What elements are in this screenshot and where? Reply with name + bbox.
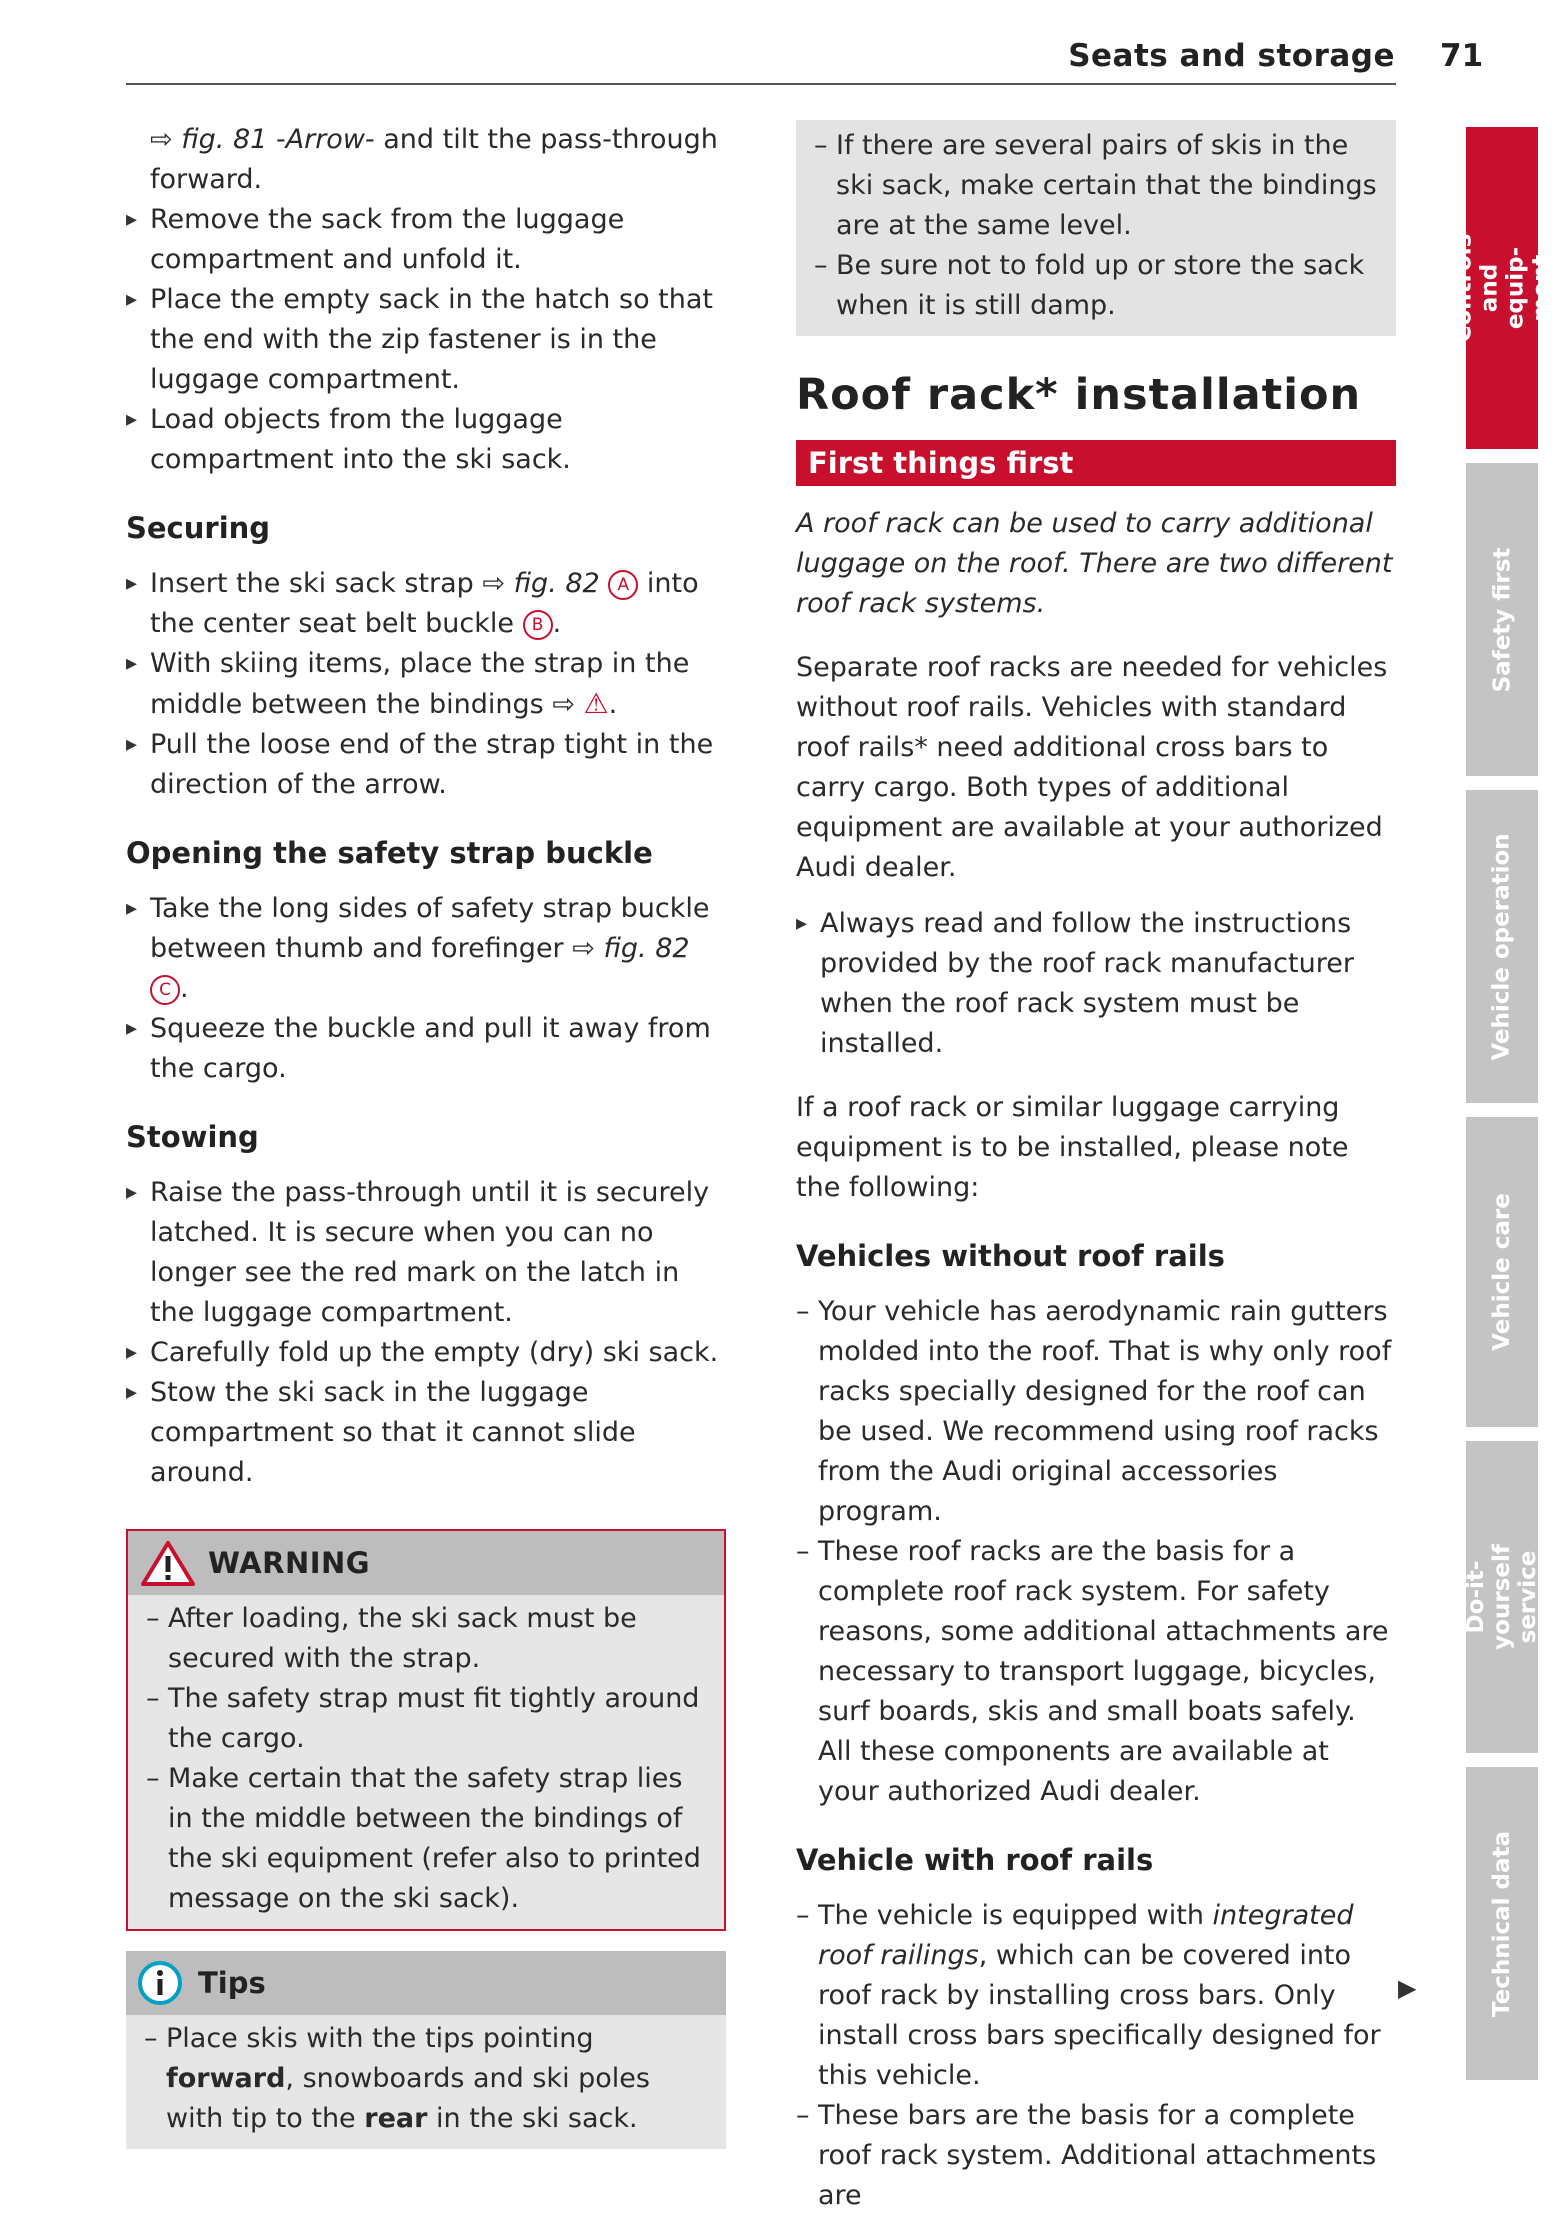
warning-label: WARNING bbox=[208, 1546, 371, 1580]
list-item: ▸ With skiing items, place the strap in the middle between the bindings ⇨ ⚠. bbox=[126, 644, 726, 725]
info-icon bbox=[136, 1959, 184, 2007]
list-item: ▸ Take the long sides of safety strap buckle between thumb and forefinger ⇨ fig. 82 C . bbox=[126, 889, 726, 1009]
continued-note-box bbox=[796, 120, 1396, 336]
heading-opening-buckle: Opening the safety strap buckle bbox=[126, 836, 653, 870]
right-column bbox=[796, 120, 1396, 2216]
first-things-first-bar: First things first bbox=[796, 440, 1396, 486]
continue-arrow-icon: ▶ bbox=[1398, 1974, 1417, 2002]
list-item: ▸ Load objects from the luggage compartment into the ski sack. bbox=[126, 400, 726, 480]
list-item: – Be sure not to fold up or store the sack when it is still damp. bbox=[814, 246, 1378, 326]
arrow-reference[interactable]: ⇨ bbox=[552, 689, 575, 720]
callout-a: A bbox=[608, 570, 638, 600]
list-item: – The safety strap must fit tightly around the cargo. bbox=[146, 1679, 706, 1759]
side-tab-vehicle-care[interactable]: Vehicle care bbox=[1466, 1117, 1538, 1427]
warning-triangle-icon[interactable]: ⚠ bbox=[583, 687, 609, 720]
callout-b: B bbox=[523, 610, 553, 640]
list-item: ▸ Place the empty sack in the hatch so that the end with the zip fastener is in the luggage compartment. bbox=[126, 280, 726, 400]
paragraph: Separate roof racks are needed for vehicles without roof rails. Vehicles with standard roof rails* need additional cross bars to carry cargo. Both types of additional equipment are available at your authorized Audi dealer. bbox=[796, 652, 1388, 883]
warning-header bbox=[128, 1531, 724, 1595]
running-header-title: Seats and storage bbox=[1068, 38, 1395, 74]
callout-c: C bbox=[150, 975, 180, 1005]
tips-header bbox=[126, 1951, 726, 2015]
heading-stowing: Stowing bbox=[126, 1120, 259, 1154]
list-item: – Your vehicle has aerodynamic rain gutters molded into the roof. That is why only roof racks specially designed for the roof can be used. We recommend using roof racks from the Audi original accessories program. bbox=[796, 1292, 1396, 1532]
list-item: – These bars are the basis for a complete roof rack system. Additional attachments are bbox=[796, 2096, 1396, 2216]
heading-with-roof-rails: Vehicle with roof rails bbox=[796, 1843, 1154, 1877]
list-item: ▸ Pull the loose end of the strap tight in the direction of the arrow. bbox=[126, 725, 726, 805]
list-item: ▸ Always read and follow the instructions provided by the roof rack manufacturer when the roof rack system must be installed. bbox=[796, 904, 1396, 1064]
side-tab-safety[interactable]: Safety first bbox=[1466, 463, 1538, 776]
list-item: – The vehicle is equipped with integrated roof railings, which can be covered into roof rack by installing cross bars. Only install cross bars specifically designed for this vehicle. bbox=[796, 1896, 1396, 2096]
warning-icon bbox=[140, 1539, 196, 1587]
continued-paragraph: ⇨ fig. 81 -Arrow- and tilt the pass-through forward. bbox=[150, 124, 718, 195]
list-item: ▸ Stow the ski sack in the luggage compartment so that it cannot slide around. bbox=[126, 1373, 726, 1493]
paragraph: If a roof rack or similar luggage carrying equipment is to be installed, please note the following: bbox=[796, 1092, 1349, 1203]
list-item: – After loading, the ski sack must be secured with the strap. bbox=[146, 1599, 706, 1679]
header-rule bbox=[126, 83, 1396, 85]
list-item: – If there are several pairs of skis in the ski sack, make certain that the bindings are at the same level. bbox=[814, 126, 1378, 246]
side-tab-vehicle-operation[interactable]: Vehicle operation bbox=[1466, 790, 1538, 1103]
list-item: – Make certain that the safety strap lies in the middle between the bindings of the ski equipment (refer also to printed message on the ski sack). bbox=[146, 1759, 706, 1919]
figure-reference[interactable]: ⇨ fig. 82 bbox=[482, 568, 600, 599]
left-column bbox=[126, 120, 726, 2149]
list-item: – These roof racks are the basis for a complete roof rack system. For safety reasons, some additional attachments are necessary to transport luggage, bicycles, surf boards, skis and small boats safely. All these components are available at your authorized Audi dealer. bbox=[796, 1532, 1396, 1812]
heading-securing: Securing bbox=[126, 511, 271, 545]
intro-paragraph: A roof rack can be used to carry additional luggage on the roof. There are two different roof rack systems. bbox=[796, 508, 1393, 619]
list-item: ▸ Insert the ski sack strap ⇨ fig. 82 A into the center seat belt buckle B . bbox=[126, 564, 726, 644]
section-title: Roof rack* installation bbox=[796, 370, 1362, 420]
list-item: – Place skis with the tips pointing forward, snowboards and ski poles with tip to the rear in the ski sack. bbox=[144, 2019, 708, 2139]
list-item: ▸ Squeeze the buckle and pull it away from the cargo. bbox=[126, 1009, 726, 1089]
list-item: ▸ Remove the sack from the luggage compartment and unfold it. bbox=[126, 200, 726, 280]
warning-box bbox=[126, 1529, 726, 1931]
side-tab-controls[interactable]: Controls and equip- ment bbox=[1466, 127, 1538, 449]
tips-box bbox=[126, 1951, 726, 2149]
side-tab-technical-data[interactable]: Technical data bbox=[1466, 1767, 1538, 2080]
heading-without-roof-rails: Vehicles without roof rails bbox=[796, 1239, 1225, 1273]
tips-body bbox=[126, 2015, 726, 2149]
figure-reference[interactable]: ⇨ fig. 82 bbox=[572, 933, 690, 964]
list-item: ▸ Carefully fold up the empty (dry) ski sack. bbox=[126, 1333, 726, 1373]
figure-reference[interactable]: ⇨ fig. 81 -Arrow- bbox=[150, 124, 375, 155]
page-number: 71 bbox=[1440, 38, 1484, 74]
warning-body bbox=[128, 1595, 724, 1929]
list-item: ▸ Raise the pass-through until it is securely latched. It is secure when you can no longer see the red mark on the latch in the luggage compartment. bbox=[126, 1173, 726, 1333]
side-tab-diy-service[interactable]: Do-it-yourself service bbox=[1466, 1441, 1538, 1753]
tips-label: Tips bbox=[198, 1966, 266, 2000]
